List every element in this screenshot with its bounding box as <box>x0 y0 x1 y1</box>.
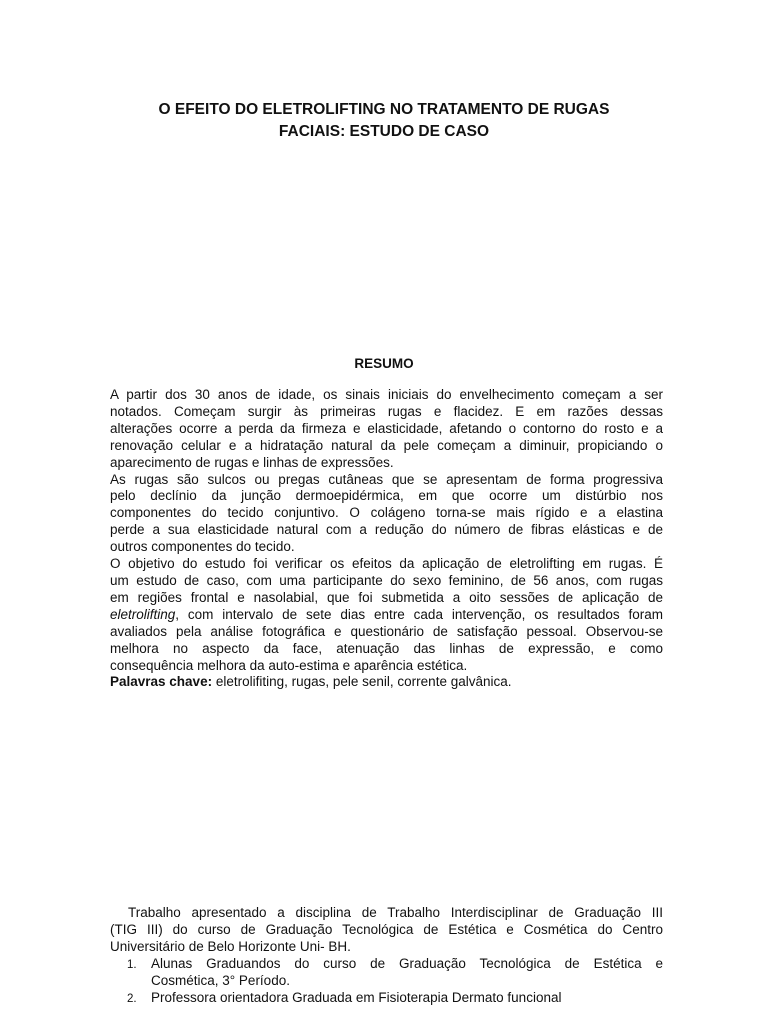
footnote-list <box>110 956 663 1007</box>
footnote-line: (TIG III) do curso de Graduação Tecnológica de Estética e Cosmética do Centro <box>110 921 663 937</box>
abstract-line: alterações ocorre a perda da firmeza e elasticidade, afetando o contorno do rosto e a <box>110 420 663 436</box>
footnote-line: Trabalho apresentado a disciplina de Trabalho Interdisciplinar de Graduação III <box>128 905 663 920</box>
abstract-line: As rugas são sulcos ou pregas cutâneas que se apresentam de forma progressiva <box>110 471 663 487</box>
abstract-body <box>110 387 663 691</box>
abstract-line: outros componentes do tecido. <box>110 539 295 555</box>
abstract-line: avaliados pela análise fotográfica e questionário de satisfação pessoal. Observou-se <box>110 623 663 639</box>
title-line-1: O EFEITO DO ELETROLIFTING NO TRATAMENTO DE RUGAS <box>158 101 610 118</box>
abstract-line: consequência melhora da auto-estima e aparência estética. <box>110 657 468 673</box>
abstract-line: em regiões frontal e nasolabial, que foi submetida a oito sessões de aplicação de <box>110 589 663 605</box>
abstract-line: pelo declínio da junção dermoepidérmica, em que ocorre um distúrbio nos <box>110 488 663 504</box>
footnote-number: 2. <box>127 992 137 1005</box>
title-line-2: FACIAIS: ESTUDO DE CASO <box>278 123 490 140</box>
footnote-number: 1. <box>127 958 137 971</box>
abstract-line: A partir dos 30 anos de idade, os sinais iniciais do envelhecimento começam a ser <box>110 387 663 402</box>
keywords-label: Palavras chave: <box>110 674 213 690</box>
keywords <box>110 674 663 691</box>
footnote-item <box>110 956 663 990</box>
abstract-paragraph-3 <box>110 556 663 674</box>
italic-term: eletrolifting <box>110 606 176 622</box>
footnote-intro <box>110 905 663 956</box>
abstract-line: componentes do tecido conjuntivo. O colágeno torna-se mais rígido e a elastina <box>110 505 663 521</box>
abstract-line: renovação celular e a hidratação natural da pele começam a diminuir, propiciando o <box>110 437 663 453</box>
abstract-line: perde a sua elasticidade natural com a redução do número de fibras elásticas e de <box>110 522 663 538</box>
footnote-item-text <box>151 956 663 990</box>
paper-title <box>100 99 668 143</box>
abstract-line: um estudo de caso, com uma participante do sexo feminino, de 56 anos, com rugas <box>110 572 663 588</box>
abstract-paragraph-1 <box>110 387 663 472</box>
footnote-line: Alunas Graduandos do curso de Graduação Tecnológica de Estética e <box>151 955 663 971</box>
abstract-line <box>110 607 663 624</box>
footnote-item-text <box>151 990 663 1007</box>
abstract-line: notados. Começam surgir às primeiras rugas e flacidez. E em razões dessas <box>110 403 663 419</box>
footnote-item <box>110 990 663 1007</box>
footnote-line: Cosmética, 3° Período. <box>151 972 290 988</box>
abstract-line: melhora no aspecto da face, atenuação das linhas de expressão, e como <box>110 640 663 656</box>
abstract-line-rest: , com intervalo de sete dias entre cada intervenção, os resultados foram <box>175 606 663 622</box>
footnote-line: Professora orientadora Graduada em Fisioterapia Dermato funcional <box>151 989 562 1005</box>
abstract-line: aparecimento de rugas e linhas de expressões. <box>110 454 394 470</box>
footnote-block <box>110 905 663 1006</box>
abstract-line: O objetivo do estudo foi verificar os efeitos da aplicação de eletrolifting em rugas. É <box>110 556 663 572</box>
abstract-paragraph-2 <box>110 472 663 557</box>
keywords-text: eletrolifiting, rugas, pele senil, corrente galvânica. <box>212 674 512 690</box>
abstract-heading: RESUMO <box>354 356 414 371</box>
footnote-line: Universitário de Belo Horizonte Uni- BH. <box>110 938 351 954</box>
